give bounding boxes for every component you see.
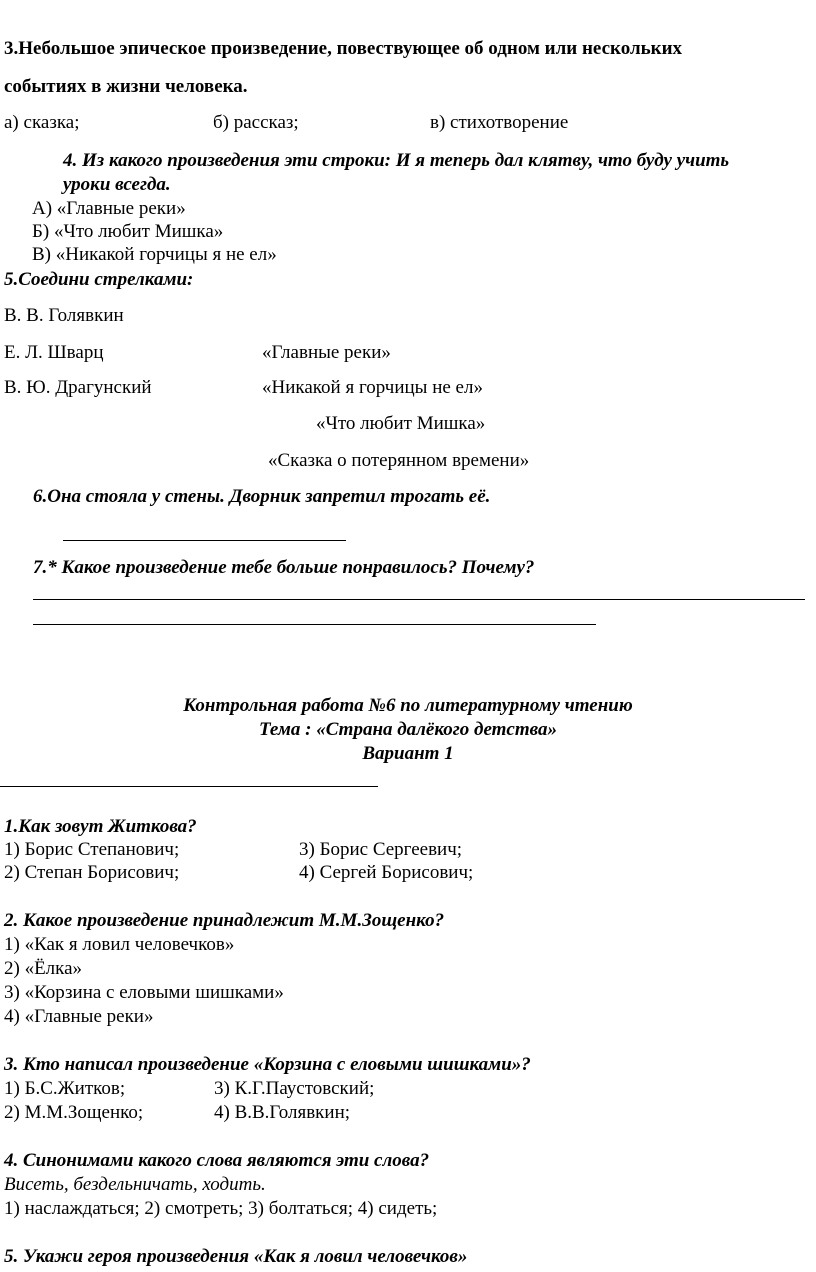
q4-option-a: А) «Главные реки» bbox=[32, 198, 186, 219]
test-variant: Вариант 1 bbox=[362, 743, 454, 764]
v1-q3-title: 3. Кто написал произведение «Корзина с еловыми шишками»? bbox=[4, 1054, 531, 1075]
v1-q3-option-4: 4) В.В.Голявкин; bbox=[214, 1102, 351, 1123]
q4-option-c: В) «Никакой горчицы я не ел» bbox=[32, 244, 277, 265]
q3-line1: 3.Небольшое эпическое произведение, повествующее об одном или нескольких bbox=[4, 38, 683, 59]
v1-q2-option-1: 1) «Как я ловил человечков» bbox=[4, 934, 235, 955]
q3-option-c: в) стихотворение bbox=[430, 112, 569, 133]
v1-q2-option-2: 2) «Ёлка» bbox=[4, 958, 83, 979]
v1-q1-option-1: 1) Борис Степанович; bbox=[4, 839, 180, 860]
q5-author-3: В. Ю. Драгунский bbox=[4, 377, 152, 398]
v1-q2-option-3: 3) «Корзина с еловыми шишками» bbox=[4, 982, 284, 1003]
v1-q3-option-2: 2) М.М.Зощенко; bbox=[4, 1102, 144, 1123]
q6-answer-line[interactable] bbox=[63, 540, 346, 541]
q3-line2: событиях в жизни человека. bbox=[4, 76, 248, 97]
q3-option-a: а) сказка; bbox=[4, 112, 80, 133]
q5-work-3: «Что любит Мишка» bbox=[316, 413, 486, 434]
v1-q3-option-3: 3) К.Г.Паустовский; bbox=[214, 1078, 375, 1099]
name-line[interactable] bbox=[0, 786, 378, 787]
q6-text: 6.Она стояла у стены. Дворник запретил трогать её. bbox=[33, 486, 491, 507]
q7-answer-line-2[interactable] bbox=[33, 624, 596, 625]
v1-q5-title: 5. Укажи героя произведения «Как я ловил человечков» bbox=[4, 1246, 468, 1267]
v1-q4-words: Висеть, бездельничать, ходить. bbox=[4, 1174, 266, 1195]
q7-text: 7.* Какое произведение тебе больше понравилось? Почему? bbox=[33, 557, 535, 578]
v1-q4-title: 4. Синонимами какого слова являются эти слова? bbox=[4, 1150, 430, 1171]
v1-q4-options: 1) наслаждаться; 2) смотреть; 3) болтаться; 4) сидеть; bbox=[4, 1198, 438, 1219]
q4-option-b: Б) «Что любит Мишка» bbox=[32, 221, 224, 242]
v1-q3-option-1: 1) Б.С.Житков; bbox=[4, 1078, 126, 1099]
v1-q1-option-4: 4) Сергей Борисович; bbox=[299, 862, 474, 883]
v1-q1-option-2: 2) Степан Борисович; bbox=[4, 862, 180, 883]
v1-q2-option-4: 4) «Главные реки» bbox=[4, 1006, 154, 1027]
q4-line2: уроки всегда. bbox=[63, 174, 171, 195]
test-topic: Тема : «Страна далёкого детства» bbox=[259, 719, 557, 740]
v1-q1-option-3: 3) Борис Сергеевич; bbox=[299, 839, 463, 860]
q7-answer-line-1[interactable] bbox=[33, 599, 805, 600]
v1-q1-title: 1.Как зовут Житкова? bbox=[4, 816, 197, 837]
v1-q2-title: 2. Какое произведение принадлежит М.М.Зощенко? bbox=[4, 910, 445, 931]
q5-work-4: «Сказка о потерянном времени» bbox=[268, 450, 530, 471]
test-title: Контрольная работа №6 по литературному чтению bbox=[183, 695, 633, 716]
q5-author-2: Е. Л. Шварц bbox=[4, 342, 104, 363]
q5-work-1: «Главные реки» bbox=[262, 342, 391, 363]
q4-line1: 4. Из какого произведения эти строки: И я теперь дал клятву, что буду учить bbox=[63, 150, 730, 171]
q5-work-2: «Никакой я горчицы не ел» bbox=[262, 377, 483, 398]
q3-option-b: б) рассказ; bbox=[213, 112, 299, 133]
q5-author-1: В. В. Голявкин bbox=[4, 305, 124, 326]
q5-title: 5.Соедини стрелками: bbox=[4, 269, 194, 290]
